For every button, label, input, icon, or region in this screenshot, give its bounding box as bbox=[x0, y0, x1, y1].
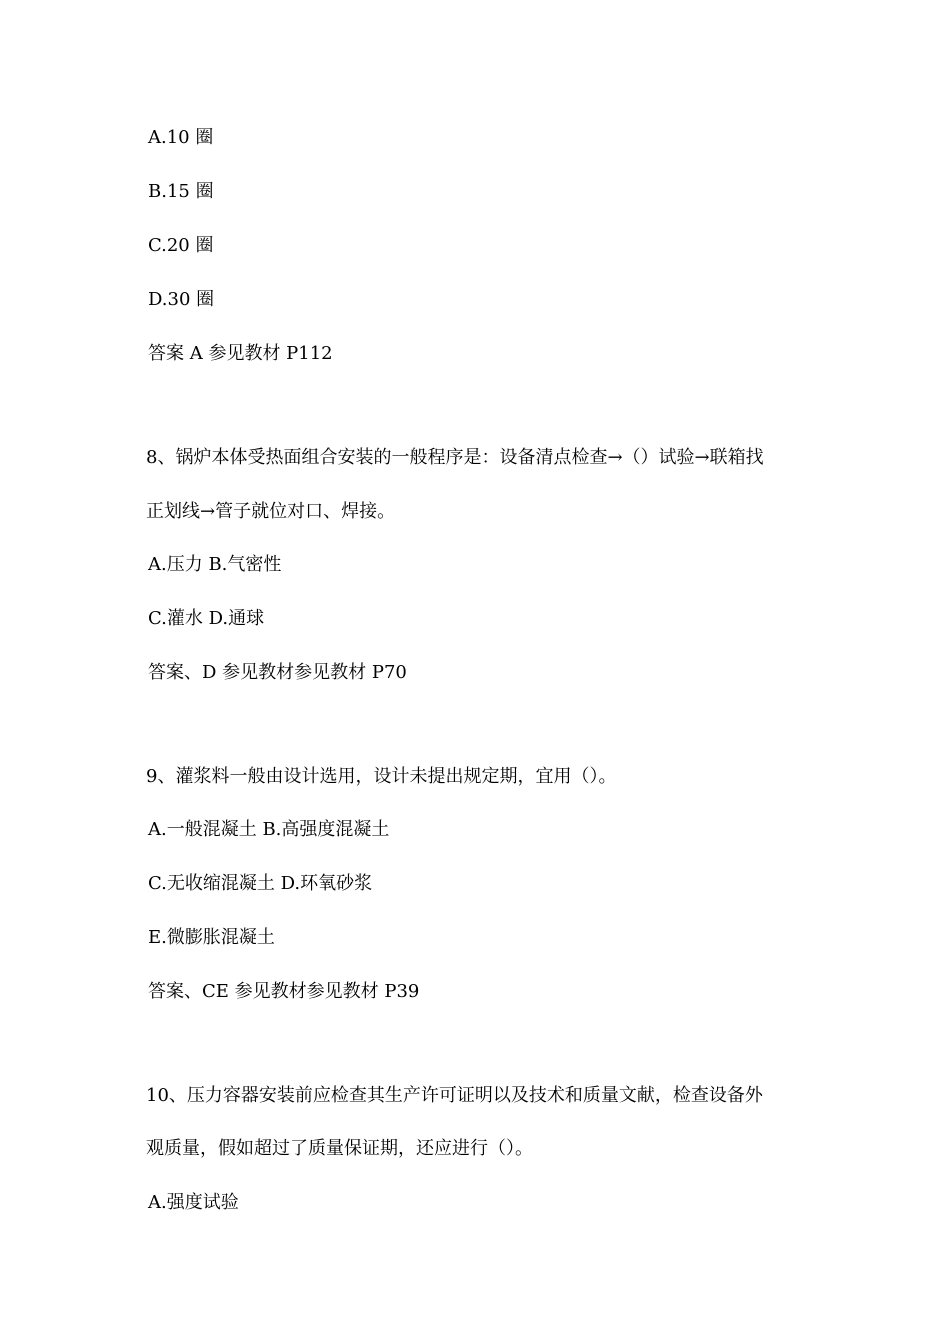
q8-answer: 答案、D 参见教材参见教材 P70 bbox=[148, 662, 407, 683]
q7-option-c: C.20 圈 bbox=[148, 235, 214, 256]
q7-option-d: D.30 圈 bbox=[148, 289, 215, 310]
q9-stem: 9、灌浆料一般由设计选用，设计未提出规定期，宜用（）。 bbox=[146, 766, 617, 787]
q8-stem-line2: 正划线→管子就位对口、焊接。 bbox=[146, 501, 396, 522]
q9-answer: 答案、CE 参见教材参见教材 P39 bbox=[148, 981, 420, 1002]
q7-option-a: A.10 圈 bbox=[148, 127, 214, 148]
q9-options-ab: A.一般混凝土 B.高强度混凝土 bbox=[148, 819, 390, 840]
q9-options-cd: C.无收缩混凝土 D.环氧砂浆 bbox=[148, 873, 373, 894]
q8-stem-line1: 8、锅炉本体受热面组合安装的一般程序是：设备清点检查→（）试验→联箱找 bbox=[146, 447, 764, 468]
q8-options-ab: A.压力 B.气密性 bbox=[148, 554, 282, 575]
q10-option-a: A.强度试验 bbox=[148, 1192, 239, 1213]
q7-answer: 答案 A 参见教材 P112 bbox=[148, 343, 333, 364]
q8-options-cd: C.灌水 D.通球 bbox=[148, 608, 265, 629]
q9-option-e: E.微膨胀混凝土 bbox=[148, 927, 275, 948]
q10-stem-line2: 观质量，假如超过了质量保证期，还应进行（）。 bbox=[146, 1138, 533, 1159]
q10-stem-line1: 10、压力容器安装前应检查其生产许可证明以及技术和质量文献，检查设备外 bbox=[146, 1085, 763, 1106]
q7-option-b: B.15 圈 bbox=[148, 181, 214, 202]
